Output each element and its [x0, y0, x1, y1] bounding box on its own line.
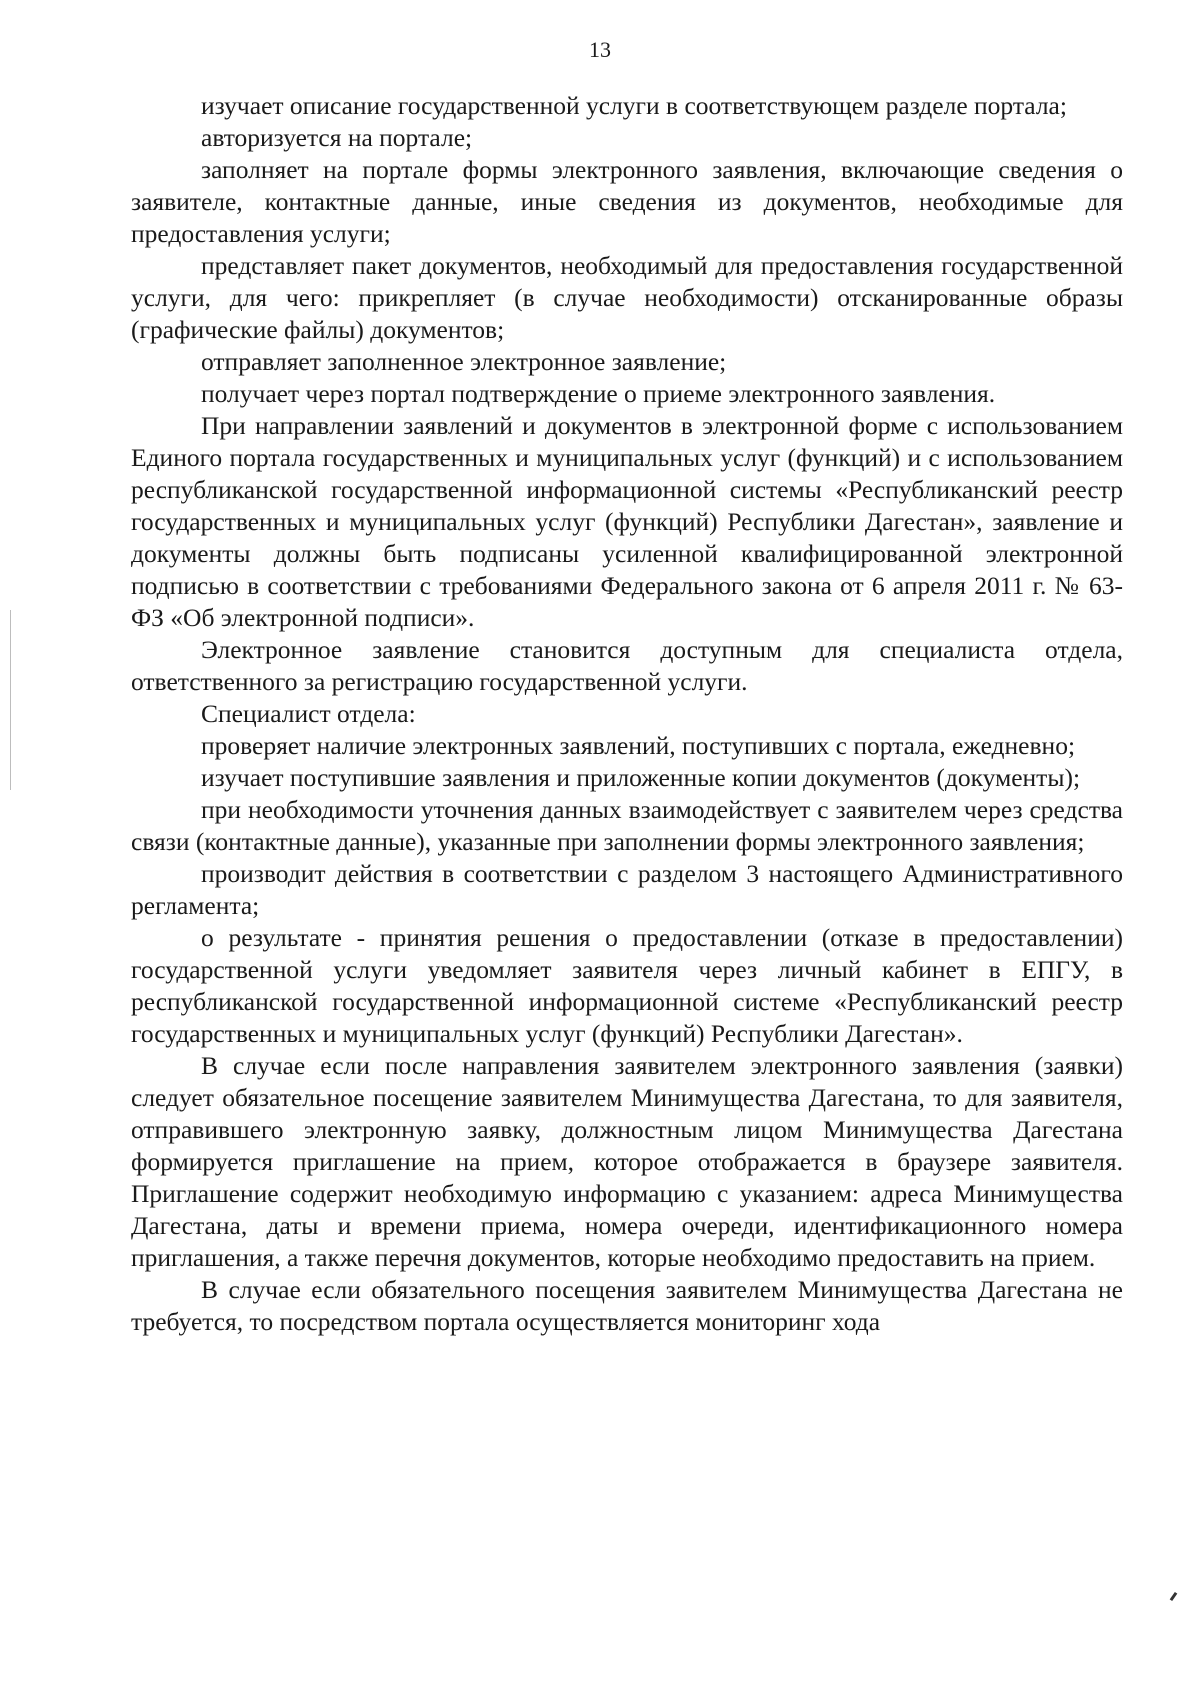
paragraph-authorize: авторизуется на портале;	[201, 123, 473, 152]
paragraph-invitation: В случае если после направления заявителем электронного заявления (заявки) следует обязательное посещение заявителем Минимущества Дагестана, то для заявителя, отправившего электронную заявку, должностным лицом Минимущества Дагестана формируется приглашение на прием, которое отображается в браузере заявителя. Приглашение содержит необходимую информацию с указанием: адреса Минимущества Дагестана, даты и времени приема, номера очереди, идентификационного номера приглашения, а также перечня документов, которые необходимо предоставить на прием.	[131, 1051, 1123, 1272]
paragraph-available-to-specialist: Электронное заявление становится доступным для специалиста отдела, ответственного за регистрацию государственной услуги.	[131, 635, 1123, 696]
paragraph-study-received: изучает поступившие заявления и приложенные копии документов (документы);	[201, 763, 1081, 792]
paragraph-monitoring: В случае если обязательного посещения заявителем Минимущества Дагестана не требуется, то посредством портала осуществляется мониторинг хода	[131, 1275, 1123, 1336]
paragraph-perform-actions: производит действия в соответствии с разделом 3 настоящего Административного регламента;	[131, 859, 1123, 920]
paragraph-fill-forms: заполняет на портале формы электронного заявления, включающие сведения о заявителе, контактные данные, иные сведения из документов, необходимые для предоставления услуги;	[131, 155, 1123, 248]
paragraph-notify-result: о результате - принятия решения о предоставлении (отказе в предоставлении) государственной услуги уведомляет заявителя через личный кабинет в ЕПГУ, в республиканской государственной информационной системе «Республиканский реестр государственных и муниципальных услуг (функций) Республики Дагестан».	[131, 923, 1123, 1048]
paragraph-receive-confirmation: получает через портал подтверждение о приеме электронного заявления.	[201, 379, 996, 408]
paragraph-study-description: изучает описание государственной услуги в соответствующем разделе портала;	[201, 91, 1067, 120]
document-body	[131, 90, 1123, 1338]
page-number: 13	[589, 37, 611, 62]
scan-mark	[1170, 1592, 1178, 1601]
scan-edge-line	[10, 610, 11, 790]
paragraph-electronic-signature: При направлении заявлений и документов в электронной форме с использованием Единого портала государственных и муниципальных услуг (функций) и с использованием республиканской государственной информационной системы «Республиканский реестр государственных и муниципальных услуг (функций) Республики Дагестан», заявление и документы должны быть подписаны усиленной квалифицированной электронной подписью в соответствии с требованиями Федерального закона от 6 апреля 2011 г. № 63-ФЗ «Об электронной подписи».	[131, 411, 1123, 632]
paragraph-specialist-heading: Специалист отдела:	[201, 699, 416, 728]
paragraph-submit-documents: представляет пакет документов, необходимый для предоставления государственной услуги, для чего: прикрепляет (в случае необходимости) отсканированные образы (графические файлы) документов;	[131, 251, 1123, 344]
paragraph-send-application: отправляет заполненное электронное заявление;	[201, 347, 727, 376]
paragraph-check-daily: проверяет наличие электронных заявлений, поступивших с портала, ежедневно;	[201, 731, 1076, 760]
paragraph-clarify-data: при необходимости уточнения данных взаимодействует с заявителем через средства связи (контактные данные), указанные при заполнении формы электронного заявления;	[131, 795, 1123, 856]
